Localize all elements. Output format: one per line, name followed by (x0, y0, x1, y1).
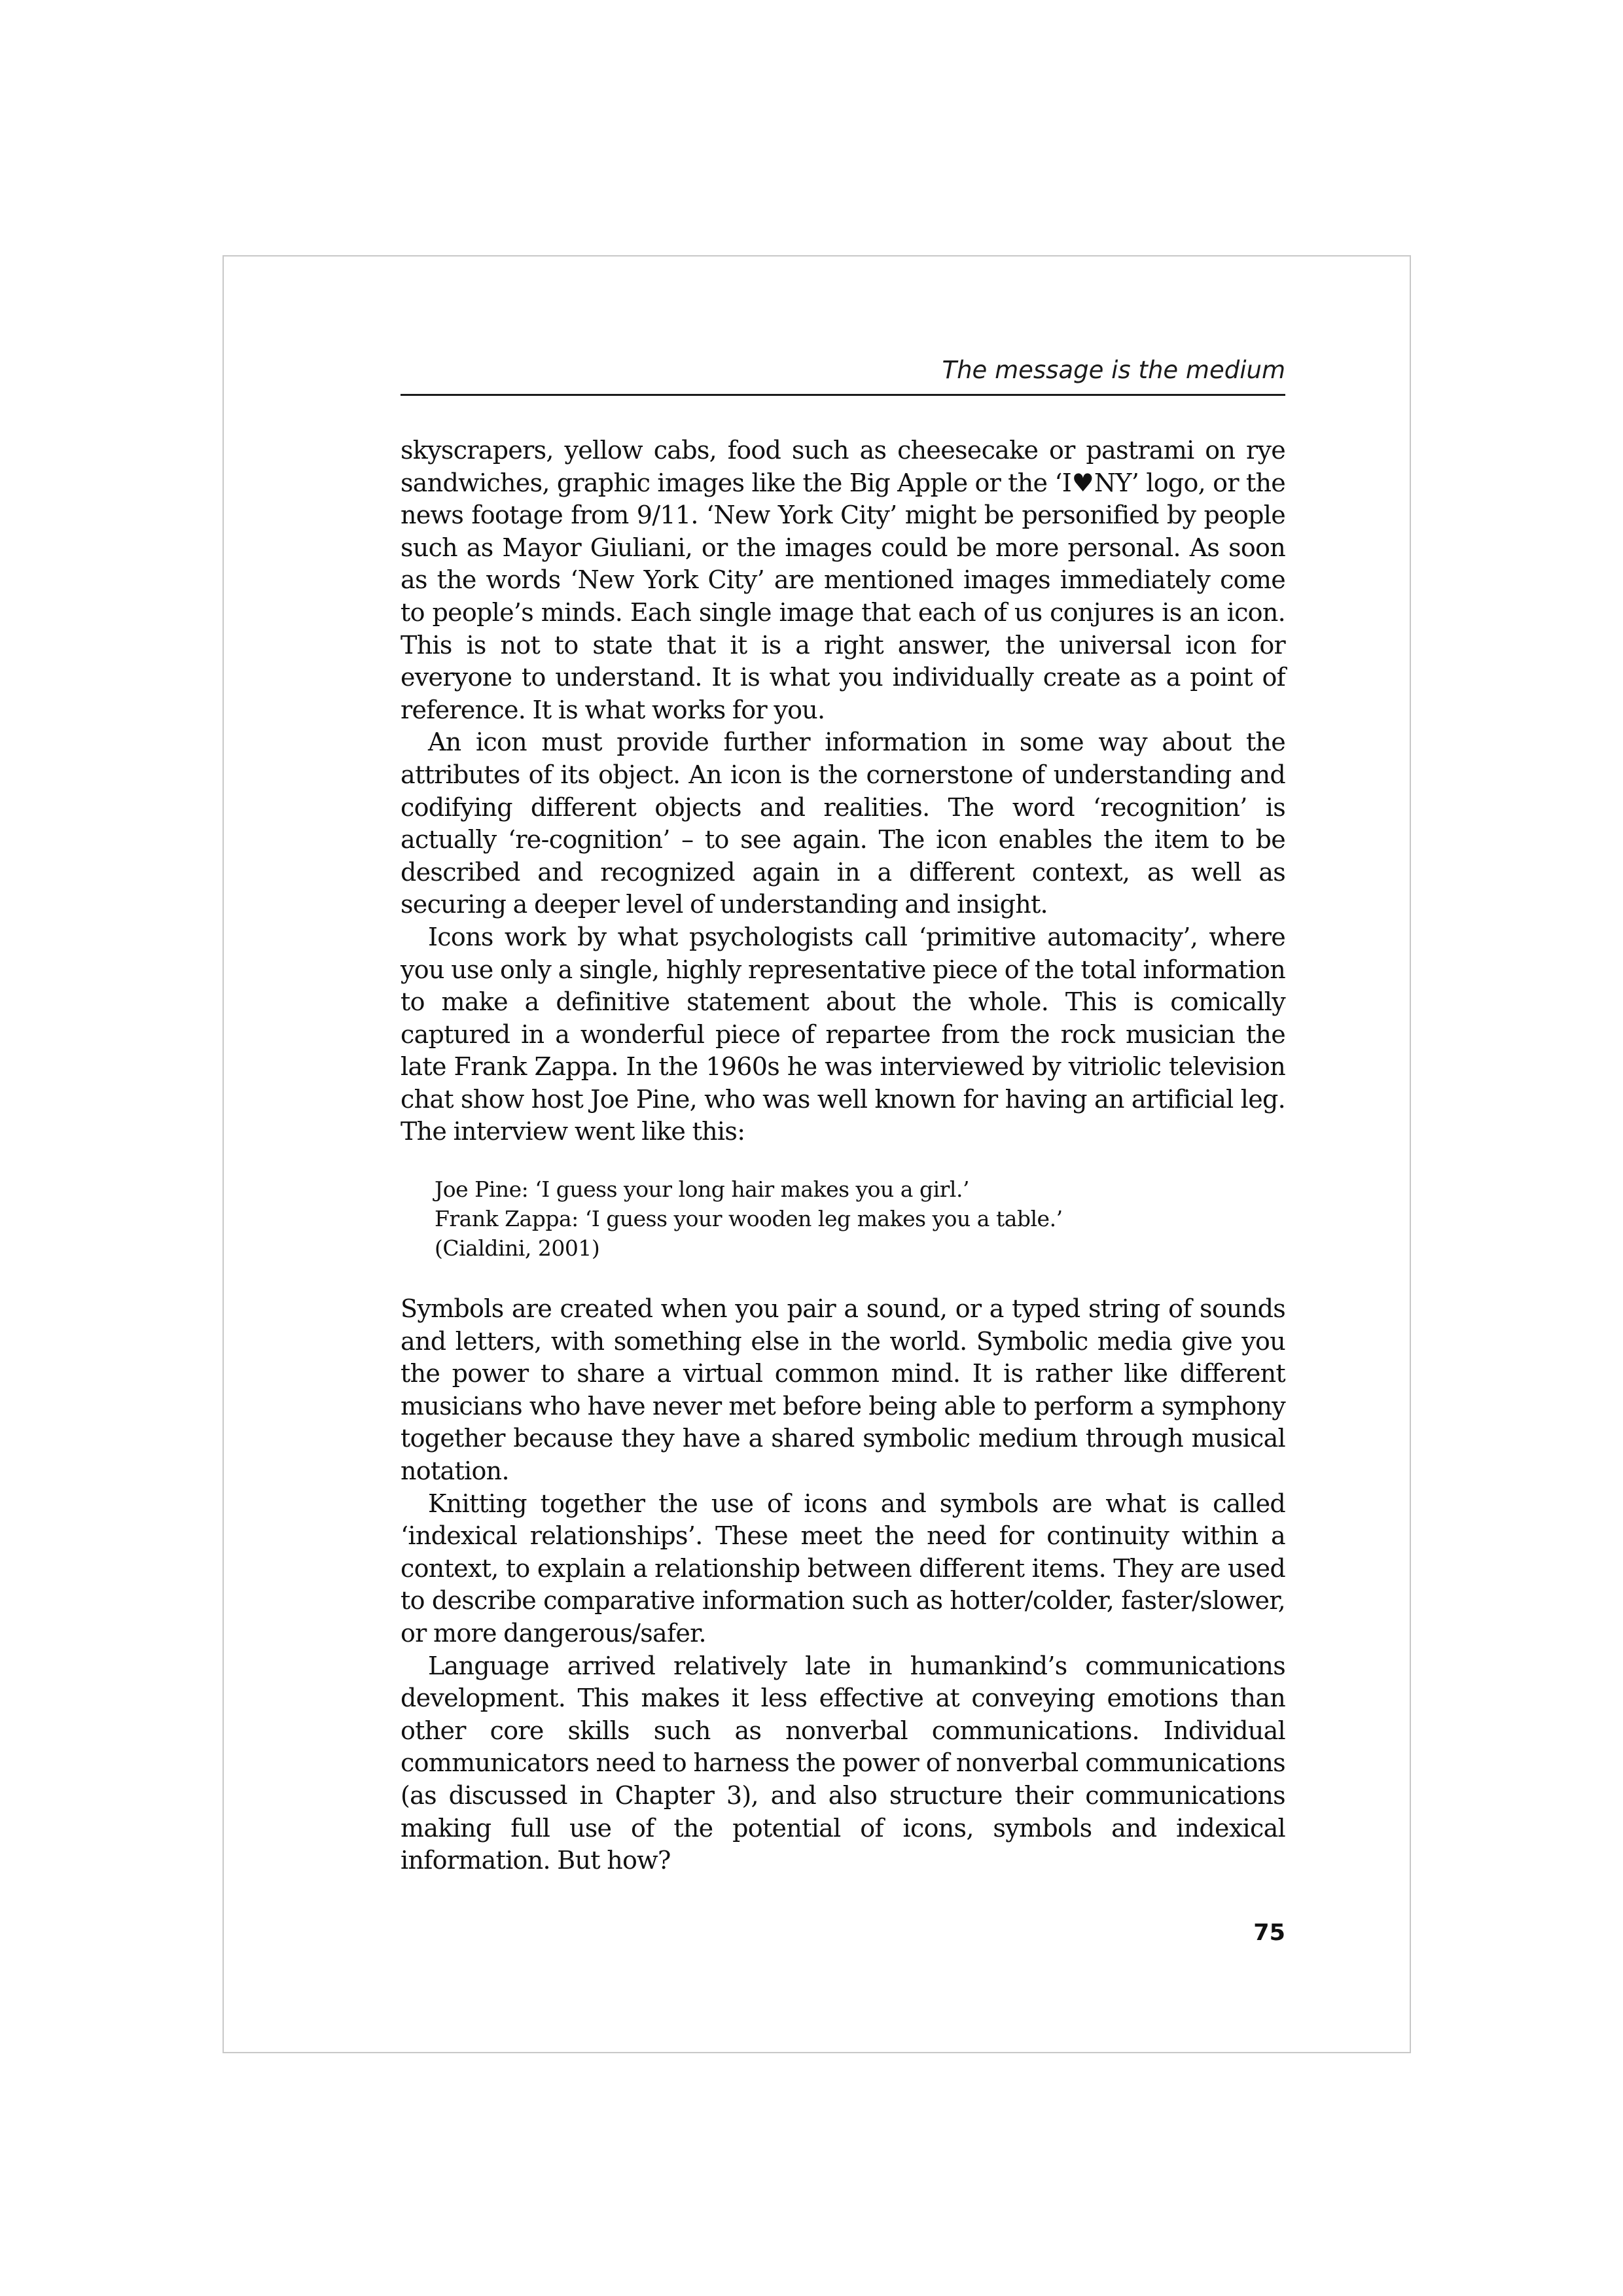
paragraph-1: skyscrapers, yellow cabs, food such as cheesecake or pastrami on rye sandwiches, graphic images like the Big Apple or the ‘I♥NY’ logo, or the news footage from 9/11. ‘New York City’ might be personified by people such as Mayor Giuliani, or the images could be more personal. As soon as the words ‘New York City’ are mentioned images immediately come to people’s minds. Each single image that each of us conjures is an icon. This is not to state that it is a right answer, the universal icon for everyone to understand. It is what you individually create as a point of reference. It is what works for you. (401, 436, 1285, 724)
header-rule (401, 394, 1285, 396)
paragraph-2: An icon must provide further information in some way about the attributes of its object. An icon is the cornerstone of understanding and codifying different objects and realities. The word ‘recognition’ is actually ‘re-cognition’ – to see again. The icon enables the item to be described and recognized again in a different context, as well as securing a deeper level of understanding and insight. (401, 728, 1285, 919)
paragraph-4: Symbols are created when you pair a sound, or a typed string of sounds and letters, with something else in the world. Symbolic media give you the power to share a virtual common mind. It is rather like different musicians who have never met before being able to perform a symphony together because they have a shared symbolic medium through musical notation. (401, 1294, 1285, 1486)
paragraph-6: Language arrived relatively late in humankind’s communications development. This makes it less effective at conveying emotions than other core skills such as nonverbal communications. Individual communicators need to harness the power of nonverbal communications (as discussed in Chapter 3), and also structure their communications making full use of the potential of icons, symbols and indexical information. But how? (401, 1651, 1285, 1875)
quote-citation: (Cialdini, 2001) (435, 1235, 600, 1262)
running-head: The message is the medium (942, 356, 1285, 384)
paragraph-5: Knitting together the use of icons and symbols are what is called ‘indexical relationships’. These meet the need for continuity within a context, to explain a relationship between different items. They are used to describe comparative information such as hotter/colder, faster/slower, or more dangerous/safer. (401, 1489, 1285, 1648)
page-number: 75 (1253, 1920, 1285, 1946)
block-quote (435, 1174, 1285, 1263)
paragraph-3: Icons work by what psychologists call ‘primitive automacity’, where you use only a single, highly representative piece of the total information to make a definitive statement about the whole. This is comically captured in a wonderful piece of repartee from the rock musician the late Frank Zappa. In the 1960s he was interviewed by vitriolic television chat show host Joe Pine, who was well known for having an artificial leg. The interview went like this: (401, 922, 1285, 1146)
quote-line-frank-zappa: Frank Zappa: ‘I guess your wooden leg makes you a table.’ (435, 1206, 1063, 1232)
quote-line-joe-pine: Joe Pine: ‘I guess your long hair makes you a girl.’ (435, 1176, 969, 1203)
body-text (401, 434, 1285, 1877)
